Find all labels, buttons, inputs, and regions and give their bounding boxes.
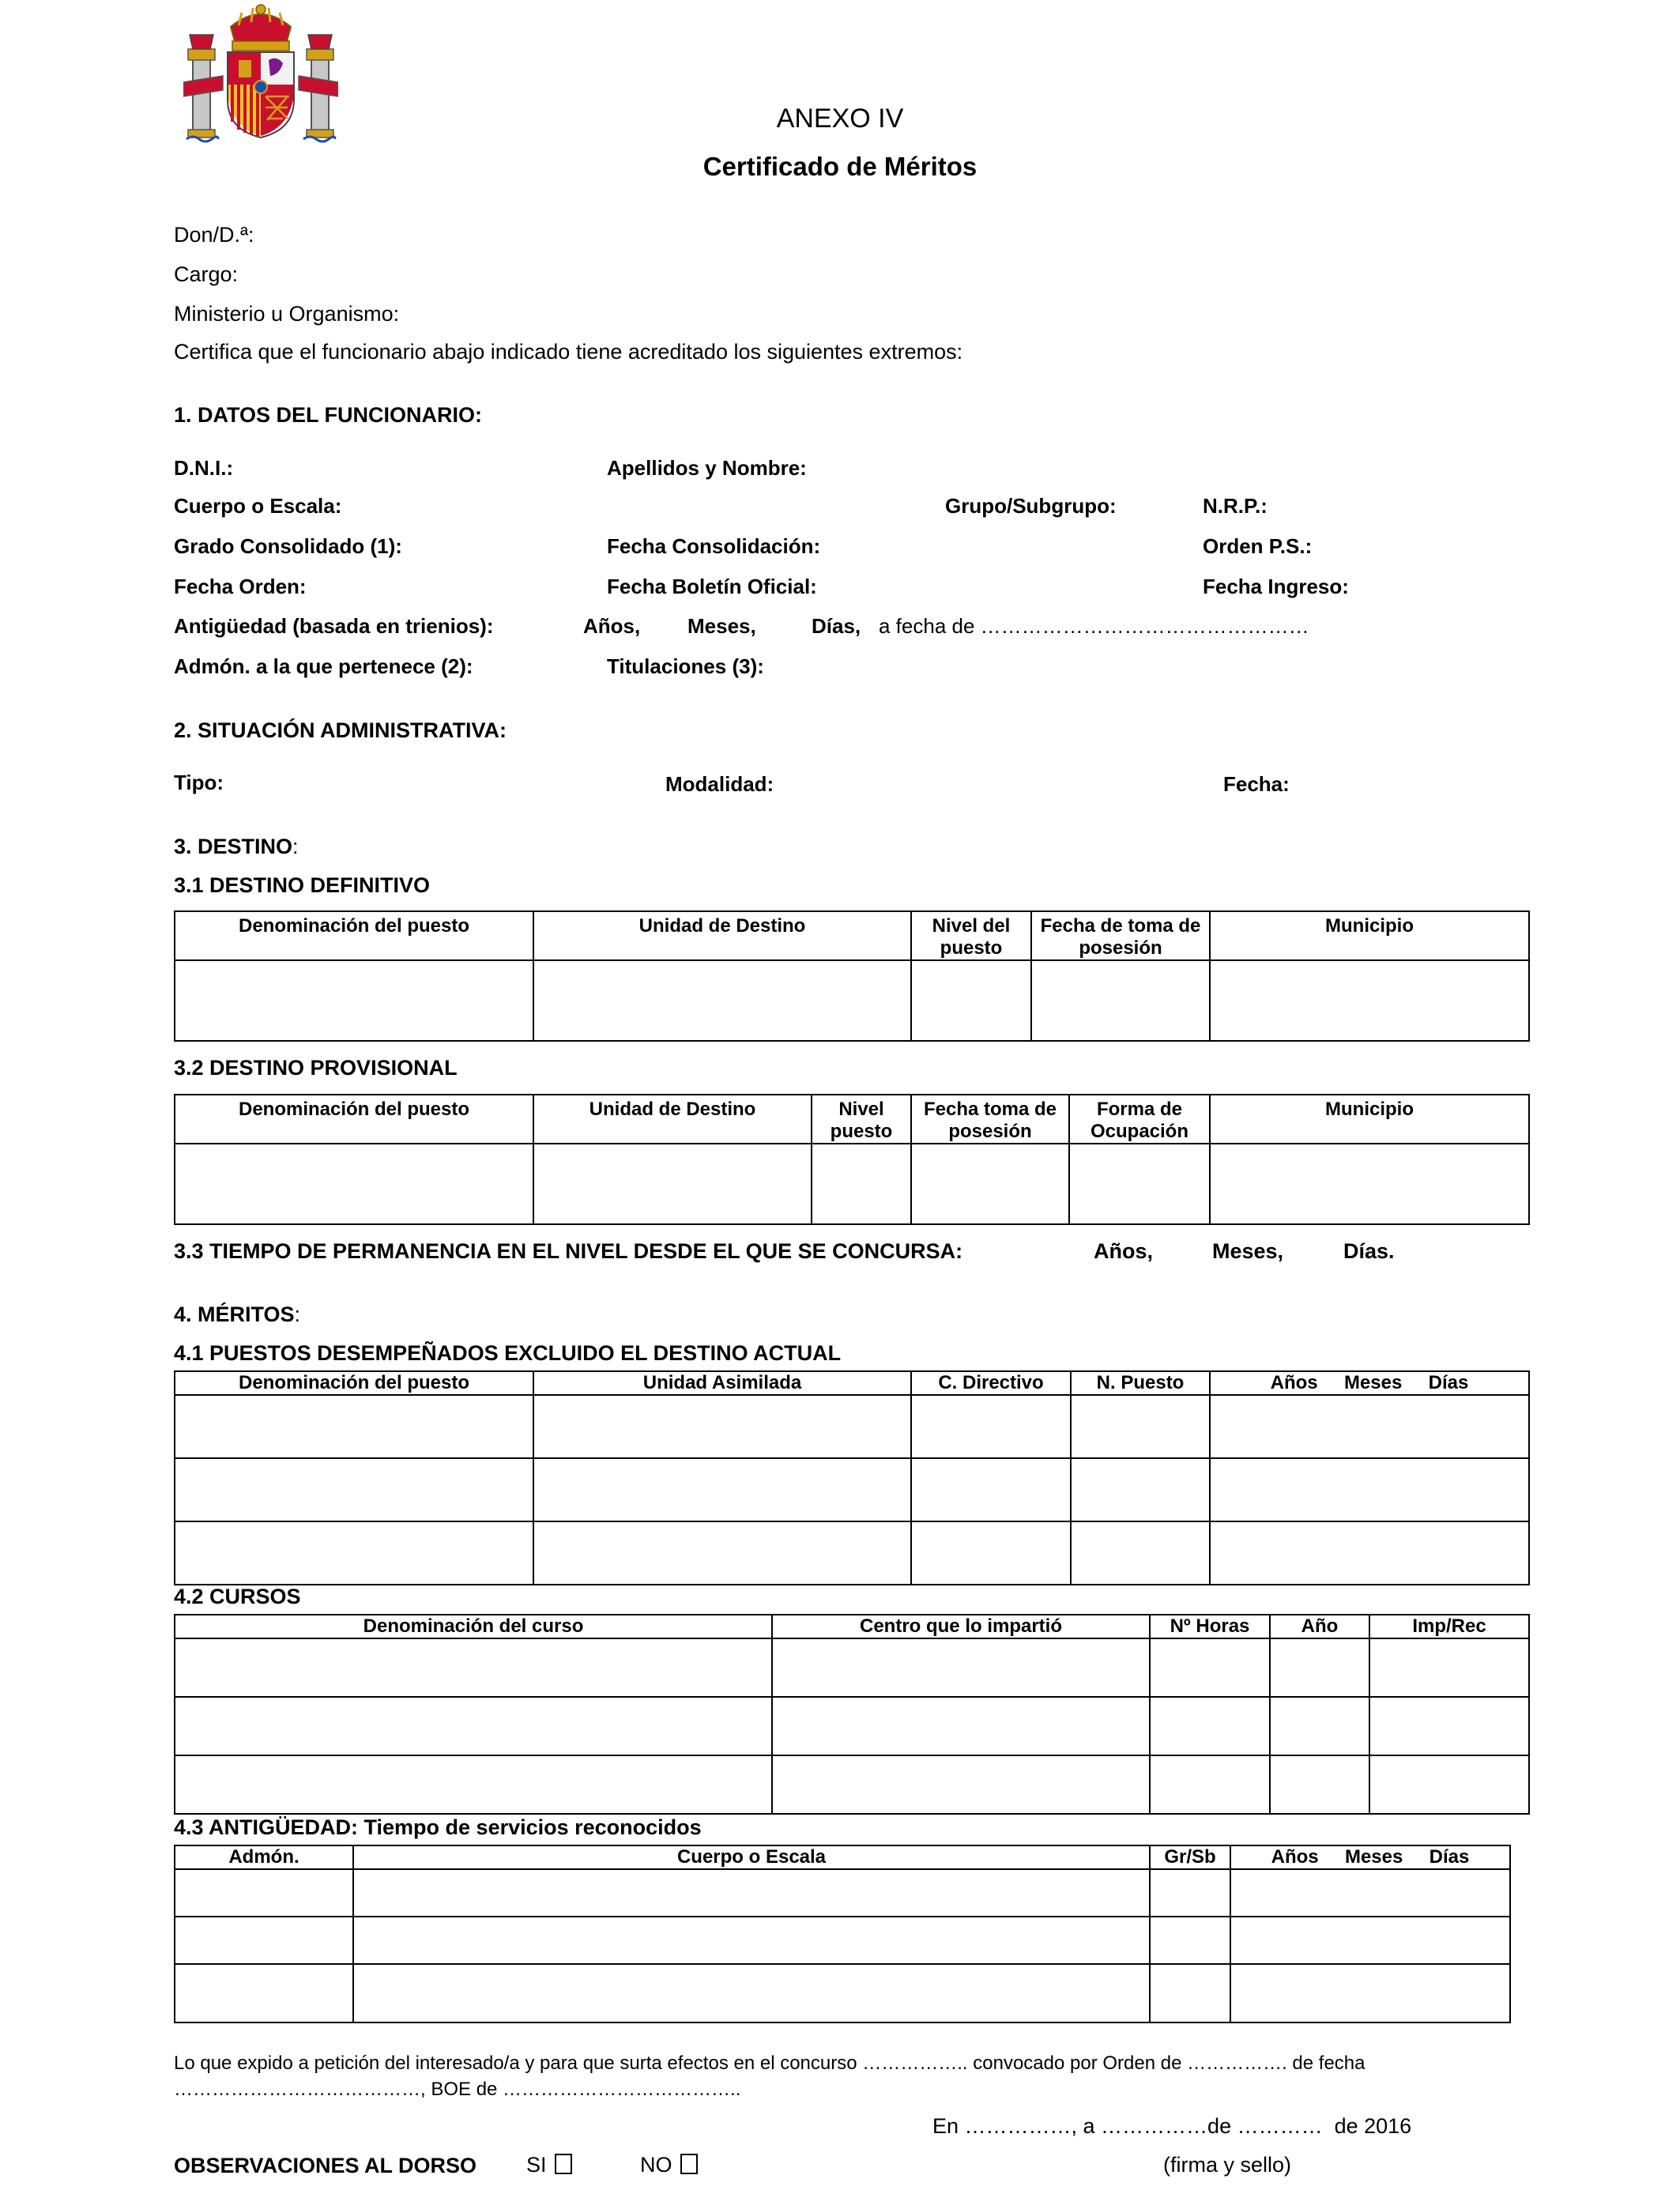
fecha-consolidacion-label: Fecha Consolidación: xyxy=(607,534,821,558)
titulaciones-label: Titulaciones (3): xyxy=(607,654,764,678)
table-cell[interactable] xyxy=(1210,1458,1529,1521)
cargo-label: Cargo: xyxy=(174,262,239,286)
annex-number: ANEXO IV xyxy=(776,104,904,134)
table-cell[interactable] xyxy=(911,1395,1071,1458)
table-cell[interactable] xyxy=(175,1638,772,1697)
apellidos-label: Apellidos y Nombre: xyxy=(607,456,807,480)
table-cell[interactable] xyxy=(1150,1917,1230,1964)
table-row xyxy=(175,1144,1529,1224)
antiguedad-anos: Años, xyxy=(583,614,641,638)
fecha-ingreso-label: Fecha Ingreso: xyxy=(1203,575,1349,598)
col-header: Denominación del puesto xyxy=(175,1095,533,1144)
table-cell[interactable] xyxy=(1071,1458,1210,1521)
table-cell[interactable] xyxy=(911,960,1031,1041)
destino-definitivo-table xyxy=(174,910,1530,1042)
table-cell[interactable] xyxy=(1210,1395,1529,1458)
section-4-colon: : xyxy=(294,1302,301,1326)
table-cell[interactable] xyxy=(1150,1697,1270,1755)
table-cell[interactable] xyxy=(353,1964,1150,2022)
observaciones-si xyxy=(526,2153,572,2177)
destino-provisional-heading: 3.2 DESTINO PROVISIONAL xyxy=(174,1056,458,1080)
table-cell[interactable] xyxy=(1031,960,1210,1041)
table-row xyxy=(175,1917,1510,1964)
observaciones-label: OBSERVACIONES AL DORSO xyxy=(174,2154,477,2177)
col-header: Años Meses Días xyxy=(1210,1371,1529,1395)
table-cell[interactable] xyxy=(353,1917,1150,1964)
antiguedad-meses: Meses, xyxy=(687,614,756,638)
table-cell[interactable] xyxy=(1369,1755,1529,1814)
col-header: Cuerpo o Escala xyxy=(353,1845,1150,1869)
section-4-title: 4. MÉRITOS xyxy=(174,1302,295,1326)
section-1-heading: 1. DATOS DEL FUNCIONARIO: xyxy=(174,403,483,427)
no-label: NO xyxy=(640,2153,672,2177)
nrp-label: N.R.P.: xyxy=(1203,494,1268,518)
table-cell[interactable] xyxy=(1150,1964,1230,2022)
col-header: Año xyxy=(1270,1615,1369,1638)
col-header: Centro que lo impartió xyxy=(772,1615,1150,1638)
table-row xyxy=(175,1521,1529,1585)
table-row xyxy=(175,1458,1529,1521)
section-2-heading: 2. SITUACIÓN ADMINISTRATIVA: xyxy=(174,718,507,742)
table-cell[interactable] xyxy=(1230,1869,1510,1917)
table-cell[interactable] xyxy=(533,1144,812,1224)
col-header: Unidad Asimilada xyxy=(533,1371,911,1395)
certifica-text: Certifica que el funcionario abajo indicado tiene acreditado los siguientes extremos: xyxy=(174,340,963,364)
table-cell[interactable] xyxy=(175,960,533,1041)
lugar-fecha-line: En ……………, a ……………de ………… de 2016 xyxy=(932,2114,1412,2138)
table-cell[interactable] xyxy=(1069,1144,1210,1224)
antiguedad-servicios-table xyxy=(174,1845,1511,2023)
col-header: N. Puesto xyxy=(1071,1371,1210,1395)
orden-ps-label: Orden P.S.: xyxy=(1203,534,1313,558)
table-row xyxy=(175,1755,1529,1814)
permanencia-dias: Días. xyxy=(1343,1239,1395,1263)
col-header: Imp/Rec xyxy=(1369,1615,1529,1638)
table-cell[interactable] xyxy=(1210,1144,1529,1224)
table-cell[interactable] xyxy=(1270,1755,1369,1814)
table-cell[interactable] xyxy=(533,1521,911,1585)
col-header: Unidad de Destino xyxy=(533,911,911,960)
table-cell[interactable] xyxy=(175,1521,533,1585)
col-header: Unidad de Destino xyxy=(533,1095,812,1144)
destino-provisional-table xyxy=(174,1094,1530,1225)
col-header: Admón. xyxy=(175,1845,353,1869)
col-header: Fecha de toma de posesión xyxy=(1031,911,1210,960)
table-cell[interactable] xyxy=(1270,1638,1369,1697)
table-cell[interactable] xyxy=(1150,1638,1270,1697)
section-3-title: 3. DESTINO xyxy=(174,835,293,858)
document-title: Certificado de Méritos xyxy=(703,152,977,181)
expido-text-line1: Lo que expido a petición del interesado/a y para que surta efectos en el concurso …………….. convocado por Orden de ……………. de fecha xyxy=(174,2053,1365,2074)
fecha-orden-label: Fecha Orden: xyxy=(174,575,307,598)
table-row xyxy=(175,1697,1529,1755)
ministerio-label: Ministerio u Organismo: xyxy=(174,302,400,326)
no-checkbox[interactable] xyxy=(680,2154,698,2174)
table-cell[interactable] xyxy=(911,1458,1071,1521)
table-cell[interactable] xyxy=(1369,1638,1529,1697)
col-header: Denominación del puesto xyxy=(175,1371,533,1395)
grado-label: Grado Consolidado (1): xyxy=(174,534,402,558)
col-header: Municipio xyxy=(1210,911,1529,960)
table-cell[interactable] xyxy=(911,1144,1069,1224)
table-cell[interactable] xyxy=(175,1144,533,1224)
table-cell[interactable] xyxy=(1150,1869,1230,1917)
fecha-label: Fecha: xyxy=(1223,772,1290,796)
col-header: Gr/Sb xyxy=(1150,1845,1230,1869)
table-cell[interactable] xyxy=(772,1697,1150,1755)
col-header: Nº Horas xyxy=(1150,1615,1270,1638)
permanencia-anos: Años, xyxy=(1094,1239,1154,1263)
col-header: Denominación del curso xyxy=(175,1615,772,1638)
table-cell[interactable] xyxy=(175,1697,772,1755)
puestos-desempenados-heading: 4.1 PUESTOS DESEMPEÑADOS EXCLUIDO EL DESTINO ACTUAL xyxy=(174,1341,842,1365)
col-header: Forma de Ocupación xyxy=(1069,1095,1210,1144)
table-cell[interactable] xyxy=(175,1395,533,1458)
firma-sello-label: (firma y sello) xyxy=(1163,2153,1292,2177)
col-header: C. Directivo xyxy=(911,1371,1071,1395)
cursos-table xyxy=(174,1614,1530,1815)
dni-label: D.N.I.: xyxy=(174,456,234,480)
col-header: Municipio xyxy=(1210,1095,1529,1144)
antiguedad-fecha: a fecha de ………………………………………… xyxy=(879,614,1309,638)
table-cell[interactable] xyxy=(911,1521,1071,1585)
table-cell[interactable] xyxy=(772,1755,1150,1814)
table-cell[interactable] xyxy=(175,1964,353,2022)
table-cell[interactable] xyxy=(1071,1395,1210,1458)
section-3-colon: : xyxy=(292,835,299,858)
table-cell[interactable] xyxy=(1369,1697,1529,1755)
modalidad-label: Modalidad: xyxy=(665,772,774,796)
si-label: SI xyxy=(526,2153,547,2177)
cursos-heading: 4.2 CURSOS xyxy=(174,1585,301,1608)
admon-label: Admón. a la que pertenece (2): xyxy=(174,654,473,678)
table-cell[interactable] xyxy=(175,1917,353,1964)
table-cell[interactable] xyxy=(533,1458,911,1521)
table-row xyxy=(175,1638,1529,1697)
permanencia-meses: Meses, xyxy=(1212,1239,1284,1263)
antiguedad-label: Antigüedad (basada en trienios): xyxy=(174,614,494,638)
antiguedad-dias: Días, xyxy=(812,614,861,638)
col-header: Nivel del puesto xyxy=(911,911,1031,960)
table-cell[interactable] xyxy=(1230,1917,1510,1964)
fecha-boletin-label: Fecha Boletín Oficial: xyxy=(607,575,817,598)
col-header: Fecha toma de posesión xyxy=(911,1095,1069,1144)
table-cell[interactable] xyxy=(1270,1697,1369,1755)
table-cell[interactable] xyxy=(175,1458,533,1521)
table-cell[interactable] xyxy=(175,1755,772,1814)
observaciones-no xyxy=(640,2153,698,2177)
table-cell[interactable] xyxy=(353,1869,1150,1917)
cuerpo-label: Cuerpo o Escala: xyxy=(174,494,342,518)
col-header: Años Meses Días xyxy=(1230,1845,1510,1869)
puestos-desempenados-table xyxy=(174,1370,1530,1585)
table-cell[interactable] xyxy=(1210,1521,1529,1585)
section-4-heading xyxy=(174,1302,300,1327)
col-header: Nivel puesto xyxy=(812,1095,911,1144)
table-cell[interactable] xyxy=(1230,1964,1510,2022)
tipo-label: Tipo: xyxy=(174,771,224,794)
table-cell[interactable] xyxy=(175,1869,353,1917)
si-checkbox[interactable] xyxy=(555,2154,572,2174)
table-cell[interactable] xyxy=(1210,960,1529,1041)
table-cell[interactable] xyxy=(1071,1521,1210,1585)
expido-text-line2: …………………………………, BOE de ……………………………….. xyxy=(174,2079,741,2100)
table-row xyxy=(175,960,1529,1041)
section-3-heading xyxy=(174,835,299,859)
table-row xyxy=(175,1869,1510,1917)
tiempo-permanencia-heading: 3.3 TIEMPO DE PERMANENCIA EN EL NIVEL DESDE EL QUE SE CONCURSA: xyxy=(174,1239,963,1263)
destino-definitivo-heading: 3.1 DESTINO DEFINITIVO xyxy=(174,873,431,897)
table-cell[interactable] xyxy=(533,1395,911,1458)
table-cell[interactable] xyxy=(772,1638,1150,1697)
table-row xyxy=(175,1964,1510,2022)
grupo-label: Grupo/Subgrupo: xyxy=(945,494,1117,518)
table-cell[interactable] xyxy=(533,960,911,1041)
table-row xyxy=(175,1395,1529,1458)
antiguedad-servicios-heading: 4.3 ANTIGÜEDAD: Tiempo de servicios reconocidos xyxy=(174,1815,702,1839)
table-cell[interactable] xyxy=(812,1144,911,1224)
col-header: Denominación del puesto xyxy=(175,911,533,960)
don-label: Don/D.ª: xyxy=(174,223,254,247)
table-cell[interactable] xyxy=(1150,1755,1270,1814)
